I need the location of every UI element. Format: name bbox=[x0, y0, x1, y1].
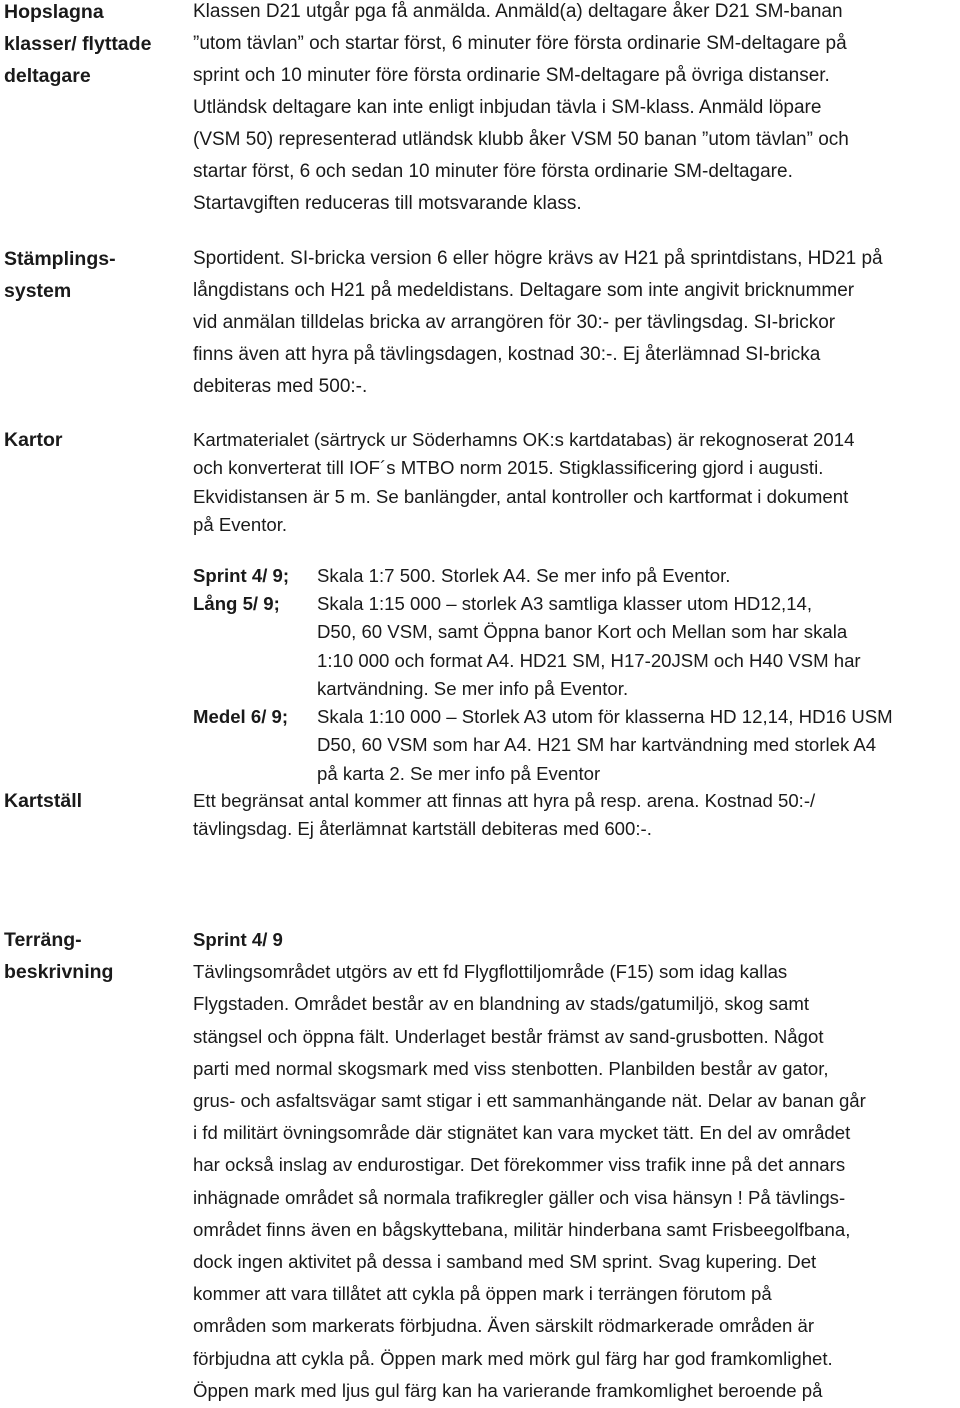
label-line: deltagare bbox=[4, 65, 91, 87]
map-day-label: Medel 6/ 9; bbox=[193, 706, 289, 727]
klasser-paragraph bbox=[193, 0, 958, 220]
text-line: Skala 1:7 500. Storlek A4. Se mer info på Eventor. bbox=[317, 565, 731, 586]
text-line: på Eventor. bbox=[193, 513, 288, 535]
section-label-stampling bbox=[4, 243, 116, 307]
text-line: ”utom tävlan” och startar först, 6 minuter före första ordinarie SM-deltagare på bbox=[193, 33, 847, 54]
text-line: parti med normal skogsmark med viss stenbotten. Planbilden består av gator, bbox=[193, 1057, 829, 1079]
text-line: Öppen mark med ljus gul färg kan ha varierande framkomlighet beroende på bbox=[193, 1379, 823, 1401]
text-line: förbjudna att cykla på. Öppen mark med mörk gul färg har god framkomlighet. bbox=[193, 1347, 833, 1369]
text-line: Sportident. SI-bricka version 6 eller högre krävs av H21 på sprintdistans, HD21 på bbox=[193, 248, 883, 269]
label-line: Stämplings- bbox=[4, 248, 116, 270]
map-details bbox=[317, 562, 957, 590]
label-line: Hopslagna bbox=[4, 1, 104, 23]
section-label-terrang bbox=[4, 924, 113, 988]
text-line: D50, 60 VSM, samt Öppna banor Kort och Mellan som har skala bbox=[317, 621, 848, 643]
label-line: Kartställ bbox=[4, 790, 83, 812]
text-line: Utländsk deltagare kan inte enligt inbjudan tävla i SM-klass. Anmäld löpare bbox=[193, 97, 822, 118]
map-details bbox=[317, 590, 957, 703]
text-line: Tävlingsområdet utgörs av ett fd Flygflottiljområde (F15) som idag kallas bbox=[193, 961, 788, 983]
text-line: startar först, 6 och sedan 10 minuter före första ordinarie SM-deltagare. bbox=[193, 161, 793, 182]
text-line: 1:10 000 och format A4. HD21 SM, H17-20JSM och H40 VSM har bbox=[317, 649, 861, 671]
text-line: området finns även en bågskyttebana, militär hinderbana samt Frisbeegolfbana, bbox=[193, 1218, 851, 1240]
text-line: Skala 1:10 000 – Storlek A3 utom för klasserna HD 12,14, HD16 USM bbox=[317, 706, 893, 727]
text-line: kartvändning. Se mer info på Eventor. bbox=[317, 677, 629, 699]
map-day-label: Sprint 4/ 9; bbox=[193, 565, 290, 586]
text-line: och konverterat till IOF´s MTBO norm 2015. Stigklassificering gjord i augusti. bbox=[193, 457, 824, 479]
kartor-paragraph bbox=[193, 426, 958, 539]
text-line: Ett begränsat antal kommer att finnas att hyra på resp. arena. Kostnad 50:-/ bbox=[193, 790, 816, 811]
text-line: har också inslag av endurostigar. Det förekommer viss trafik inne på det annars bbox=[193, 1154, 846, 1176]
text-line: dock ingen aktivitet på dessa i samband med SM sprint. Svag kupering. Det bbox=[193, 1251, 817, 1273]
text-line: i fd militärt övningsområde där stignätet kan vara mycket tätt. En del av området bbox=[193, 1122, 851, 1144]
text-line: stängsel och öppna fält. Underlaget består främst av sand-grusbotten. Något bbox=[193, 1025, 824, 1047]
label-line: klasser/ flyttade bbox=[4, 33, 152, 55]
text-line: Ekvidistansen är 5 m. Se banlängder, antal kontroller och kartformat i dokument bbox=[193, 485, 849, 507]
text-line: Skala 1:15 000 – storlek A3 samtliga klasser utom HD12,14, bbox=[317, 593, 813, 614]
text-line: tävlingsdag. Ej återlämnat kartställ debiteras med 600:-. bbox=[193, 818, 652, 840]
kartstall-paragraph bbox=[193, 787, 958, 844]
label-line: system bbox=[4, 280, 72, 302]
stampling-paragraph bbox=[193, 243, 958, 403]
map-details bbox=[317, 703, 957, 788]
text-line: områden som markerats förbjudna. Även särskilt rödmarkerade områden är bbox=[193, 1315, 815, 1337]
label-line: Kartor bbox=[4, 429, 63, 451]
section-label-kartstall bbox=[4, 785, 82, 817]
label-line: Terräng- bbox=[4, 929, 82, 951]
section-label-klasser bbox=[4, 0, 151, 92]
terrang-heading: Sprint 4/ 9 bbox=[193, 929, 283, 950]
text-line: Klassen D21 utgår pga få anmälda. Anmäld(a) deltagare åker D21 SM-banan bbox=[193, 1, 843, 22]
section-label-kartor bbox=[4, 424, 63, 456]
text-line: finns även att hyra på tävlingsdagen, kostnad 30:-. Ej återlämnad SI-bricka bbox=[193, 344, 821, 365]
text-line: D50, 60 VSM som har A4. H21 SM har kartvändning med storlek A4 bbox=[317, 734, 877, 756]
text-line: vid anmälan tilldelas bricka av arrangören för 30:- per tävlingsdag. SI-brickor bbox=[193, 312, 836, 333]
text-line: inhägnade området så normala trafikregler gäller och visa hänsyn ! På tävlings- bbox=[193, 1186, 846, 1208]
terrang-paragraph bbox=[193, 924, 958, 1407]
text-line: på karta 2. Se mer info på Eventor bbox=[317, 762, 601, 784]
map-day-label: Lång 5/ 9; bbox=[193, 593, 280, 614]
text-line: debiteras med 500:-. bbox=[193, 376, 368, 397]
text-line: Kartmaterialet (särtryck ur Söderhamns OK:s kartdatabas) är rekognoserat 2014 bbox=[193, 429, 855, 450]
text-line: långdistans och H21 på medeldistans. Deltagare som inte angivit bricknummer bbox=[193, 280, 855, 301]
text-line: kommer att vara tillåtet att cykla på öppen mark i terrängen förutom på bbox=[193, 1283, 772, 1305]
text-line: Startavgiften reduceras till motsvarande klass. bbox=[193, 193, 582, 214]
text-line: grus- och asfaltsvägar samt stigar i ett sammanhängande nät. Delar av banan går bbox=[193, 1090, 866, 1112]
text-line: Flygstaden. Området består av en blandning av stads/gatumiljö, skog samt bbox=[193, 993, 809, 1015]
text-line: sprint och 10 minuter före första ordinarie SM-deltagare på övriga distanser. bbox=[193, 65, 830, 86]
label-line: beskrivning bbox=[4, 961, 114, 983]
text-line: (VSM 50) representerad utländsk klubb åker VSM 50 banan ”utom tävlan” och bbox=[193, 129, 849, 150]
